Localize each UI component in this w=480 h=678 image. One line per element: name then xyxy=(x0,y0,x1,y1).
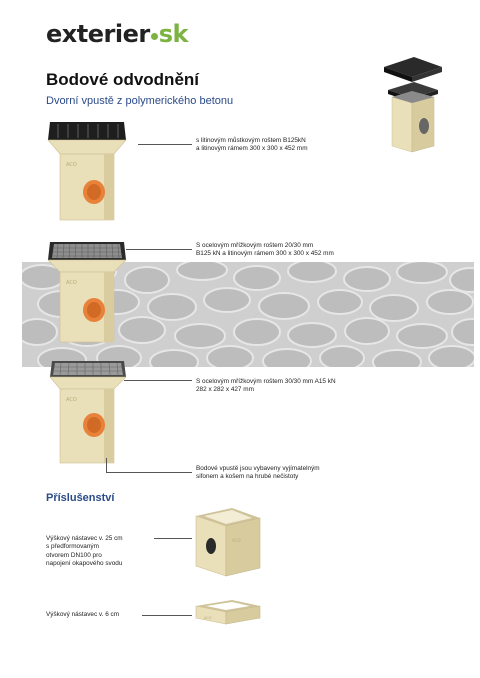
extension-25cm-line1: Výškový nástavec v. 25 cm xyxy=(46,535,123,542)
product-1-line2: a litinovým rámem 300 x 300 x 452 mm xyxy=(196,145,308,153)
accessories-heading: Příslušenství xyxy=(46,492,115,504)
note-leader-vertical xyxy=(106,458,107,472)
leader-line-3 xyxy=(124,380,192,381)
extension-25cm-image xyxy=(192,506,264,580)
svg-text:ACO: ACO xyxy=(204,616,212,620)
product-2-line1: S ocelovým mřížkovým roštem 20/30 mm xyxy=(196,242,314,249)
drain-with-steel-mesh-grate-30-30 xyxy=(44,357,134,467)
product-3-caption xyxy=(196,378,336,395)
siphon-note xyxy=(196,465,320,482)
extension-25cm-line3: otvorem DN100 pro xyxy=(46,551,102,559)
extension-6cm-caption xyxy=(46,611,119,619)
svg-text:ACO: ACO xyxy=(66,397,77,403)
exterier-logo: exterier sk xyxy=(46,20,188,48)
page-title: Bodové odvodnění xyxy=(46,70,199,89)
svg-text:ACO: ACO xyxy=(66,162,77,168)
logo-dot xyxy=(151,33,158,40)
product-3-line2: 282 x 282 x 427 mm xyxy=(196,386,254,394)
extension-25cm-line2: s předformovaným xyxy=(46,543,99,551)
drain-with-steel-mesh-grate-20-30 xyxy=(44,238,134,346)
extension-6cm-image xyxy=(192,598,264,628)
drain-with-cast-iron-bridge-grate xyxy=(44,118,134,228)
exploded-drain-image xyxy=(378,52,448,157)
svg-text:ACO: ACO xyxy=(66,280,77,286)
extension-25cm-caption xyxy=(46,535,123,568)
extension-25cm-leader xyxy=(154,538,192,539)
leader-line-2 xyxy=(126,249,192,250)
page-subtitle: Dvorní vpustě z polymerického betonu xyxy=(46,95,234,107)
note-leader-horizontal xyxy=(106,472,192,473)
extension-6cm-leader xyxy=(142,615,192,616)
extension-6cm-line1: Výškový nástavec v. 6 cm xyxy=(46,611,120,618)
product-1-caption xyxy=(196,137,308,154)
product-3-line1: S ocelovým mřížkovým roštem 30/30 mm A15 kN xyxy=(196,378,336,385)
siphon-note-line2: sifonem a košem na hrubé nečistoty xyxy=(196,473,299,481)
product-2-line2: B125 kN a litinovým rámem 300 x 300 x 452 mm xyxy=(196,250,334,258)
product-1-line1: s litinovým můstkovým roštem B125kN xyxy=(196,137,306,144)
svg-text:ACO: ACO xyxy=(232,538,241,543)
leader-line-1 xyxy=(138,144,192,145)
product-2-caption xyxy=(196,242,334,259)
siphon-note-line1: Bodové vpustě jsou vybaveny vyjímatelným xyxy=(196,465,320,472)
extension-25cm-line4: napojení okapového svodu xyxy=(46,559,123,567)
